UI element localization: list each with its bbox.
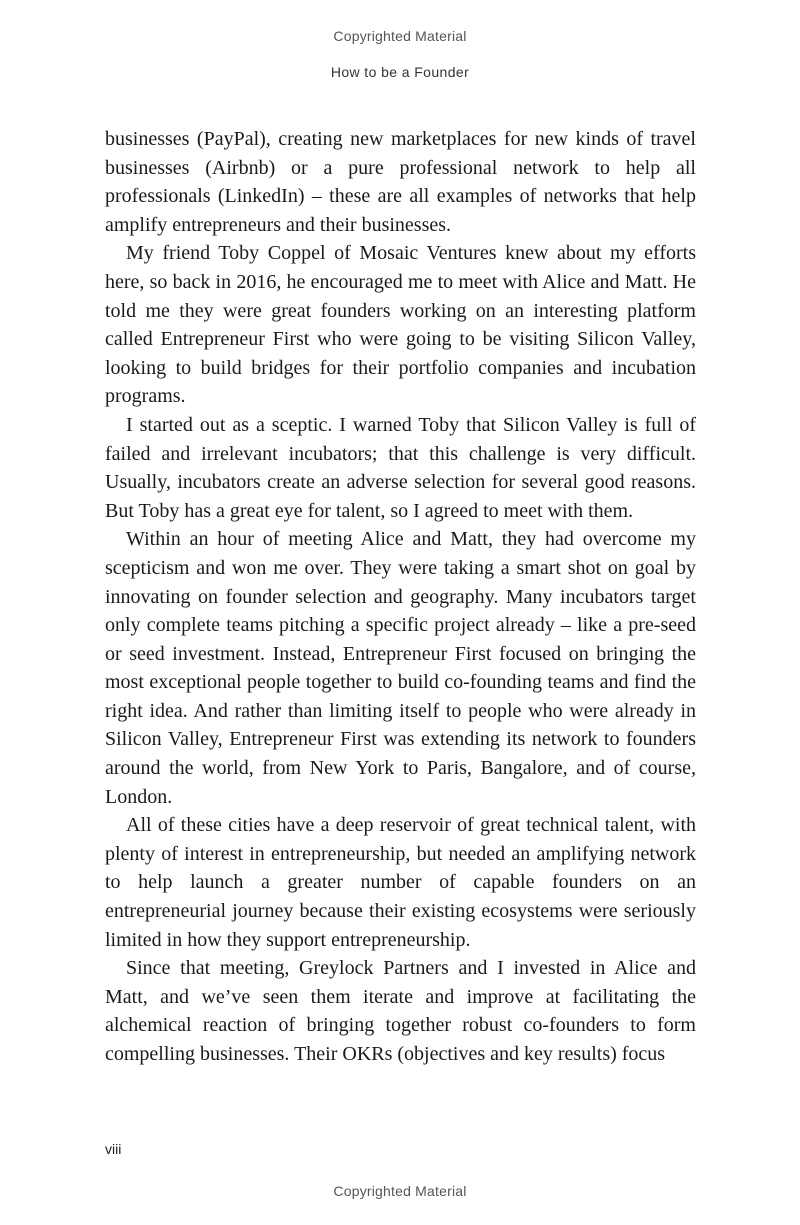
running-head: How to be a Founder [330,64,470,80]
paragraph: Since that meeting, Greylock Partners and I invested in Alice and Matt, and we’ve seen them iterate and improve at facilitating the alchemical reaction of bringing together robust co-founders to form compelling businesses. Their OKRs (objectives and key results) focus [105,957,696,1065]
copyright-watermark-top: Copyrighted Material [333,28,467,44]
paragraph: All of these cities have a deep reservoir of great technical talent, with plenty of interest in entrepreneurship, but needed an amplifying network to help launch a greater number of capable founders on an entrepreneurial journey because their existing ecosystems were seriously limited in how they support entrepreneurship. [105,814,696,951]
copyright-watermark-bottom: Copyrighted Material [333,1183,467,1199]
paragraph: My friend Toby Coppel of Mosaic Ventures knew about my efforts here, so back in 2016, he encouraged me to meet with Alice and Matt. He told me they were great founders working on an interesting platform called Entrepreneur First who were going to be visiting Silicon Valley, looking to build bridges for their portfolio companies and incubation programs. [105,242,696,408]
page-number: viii [105,1141,122,1157]
body-text [105,125,696,1069]
paragraph: I started out as a sceptic. I warned Toby that Silicon Valley is full of failed and irrelevant incubators; that this challenge is very difficult. Usually, incubators create an adverse selection for several good reasons. But Toby has a great eye for talent, so I agreed to meet with them. [105,413,696,522]
paragraph: Within an hour of meeting Alice and Matt, they had overcome my scepticism and won me over. They were taking a smart shot on goal by innovating on founder selection and geography. Many incubators target only complete teams pitching a specific project already – like a pre-seed or seed investment. Instead, Entrepreneur First focused on bringing the most exceptional people together to build co-founding teams and find the right idea. And rather than limiting itself to people who were already in Silicon Valley, Entrepreneur First was extending its network to founders around the world, from New York to Paris, Bangalore, and of course, London. [105,528,696,808]
paragraph: businesses (PayPal), creating new marketplaces for new kinds of travel businesses (Airbnb) or a pure professional network to help all professionals (LinkedIn) – these are all examples of networks that help amplify entrepreneurs and their businesses. [105,128,696,236]
